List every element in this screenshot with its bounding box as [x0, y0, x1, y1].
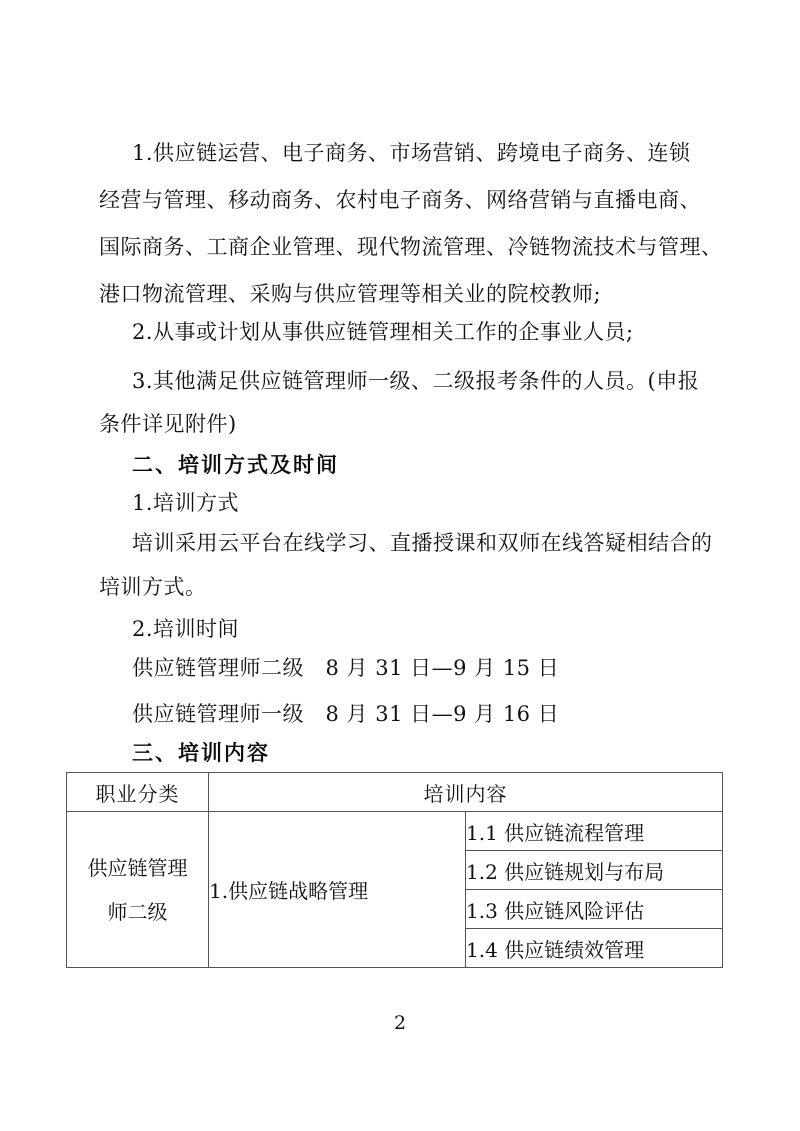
section-heading-training-method: 二、培训方式及时间 — [132, 453, 339, 477]
paragraph-line-3: 国际商务、工商企业管理、现代物流管理、冷链物流技术与管理、 — [99, 235, 723, 259]
table-header-row — [67, 773, 723, 812]
course-item-cell-1: 1.1 供应链流程管理 — [466, 812, 723, 851]
training-method-line-1: 培训采用云平台在线学习、直播授课和双师在线答疑相结合的 — [132, 531, 713, 555]
subheading-training-method: 1.培训方式 — [132, 491, 240, 515]
table-header-training-content: 培训内容 — [209, 773, 723, 812]
paragraph-item-3-line-1: 3.其他满足供应链管理师一级、二级报考条件的人员。(申报 — [132, 369, 700, 393]
occupation-category-cell — [67, 812, 209, 968]
module-title-cell: 1.供应链战略管理 — [209, 812, 466, 968]
paragraph-line-2: 经营与管理、移动商务、农村电子商务、网络营销与直播电商、 — [99, 188, 701, 212]
table-header-occupation: 职业分类 — [67, 773, 209, 812]
paragraph-line-4: 港口物流管理、采购与供应管理等相关业的院校教师; — [99, 282, 602, 306]
training-time-level-1: 供应链管理师一级 8 月 31 日—9 月 16 日 — [132, 702, 560, 726]
training-time-level-2: 供应链管理师二级 8 月 31 日—9 月 15 日 — [132, 656, 560, 680]
paragraph-item-3-line-2: 条件详见附件) — [99, 412, 237, 436]
paragraph-item-2: 2.从事或计划从事供应链管理相关工作的企事业人员; — [132, 320, 634, 344]
training-content-table — [66, 772, 723, 968]
course-item-cell-4: 1.4 供应链绩效管理 — [466, 929, 723, 968]
section-heading-training-content: 三、培训内容 — [132, 741, 270, 765]
training-method-line-2: 培训方式。 — [99, 575, 207, 599]
page-number: 2 — [393, 1012, 407, 1034]
table-row — [67, 812, 723, 851]
occupation-category-line-2: 师二级 — [107, 899, 168, 924]
course-item-cell-2: 1.2 供应链规划与布局 — [466, 851, 723, 890]
subheading-training-time: 2.培训时间 — [132, 617, 240, 641]
occupation-category-line-1: 供应链管理 — [87, 855, 188, 880]
paragraph-line-1: 1.供应链运营、电子商务、市场营销、跨境电子商务、连锁 — [132, 141, 691, 165]
course-item-cell-3: 1.3 供应链风险评估 — [466, 890, 723, 929]
